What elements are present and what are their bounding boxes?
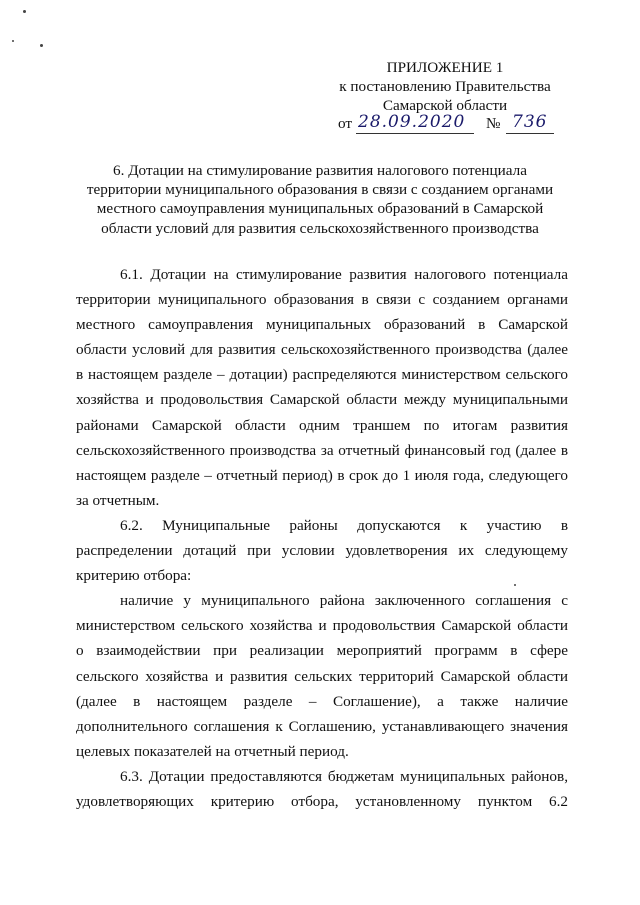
paragraph-line: 6.3. Дотации предоставляются бюджетам муниципальных районов,: [120, 767, 568, 785]
appendix-region: Самарской области: [382, 97, 508, 114]
document-body: [76, 262, 568, 814]
paragraph-line: 6.1. Дотации на стимулирование развития налогового потенциала: [120, 266, 568, 283]
paragraph-line: настоящем разделе – отчетный период) в срок до 1 июля года, следующего: [76, 466, 568, 484]
appendix-subtitle: к постановлению Правительства: [339, 78, 551, 95]
number-underline: [506, 133, 554, 134]
handwritten-number: 736: [512, 112, 548, 132]
appendix-header: [330, 58, 560, 115]
paragraph-line: хозяйства и продовольствия Самарской области между муниципальными: [76, 391, 568, 409]
paragraph-line: местного самоуправления муниципальных образований в Самарской: [76, 316, 568, 334]
section-title: [60, 161, 580, 238]
appendix-title: ПРИЛОЖЕНИЕ 1: [386, 59, 504, 76]
paragraph-line: наличие у муниципального района заключенного соглашения с: [120, 592, 568, 610]
scan-speck: [23, 10, 26, 13]
section-title-line: области условий для развития сельскохозяйственного производства: [101, 219, 539, 237]
paragraph-line: за отчетным.: [76, 491, 160, 509]
paragraph-line: сельскохозяйственного производства за отчетный финансовый год (далее в: [76, 441, 568, 459]
paragraph-line: районами Самарской области одним траншем по итогам развития: [76, 416, 568, 434]
date-underline: [356, 133, 474, 134]
paragraph-line: 6.2. Муниципальные районы допускаются к участию в: [120, 516, 568, 534]
scan-speck: [12, 40, 14, 42]
paragraph-line: целевых показателей на отчетный период.: [76, 742, 349, 760]
section-title-line: территории муниципального образования в связи с созданием органами: [86, 181, 554, 199]
section-title-line: местного самоуправления муниципальных образований в Самарской: [96, 200, 544, 218]
scan-speck: [40, 44, 43, 47]
paragraph-line: сельского хозяйства и развития сельских территорий Самарской области: [76, 667, 568, 685]
paragraph-line: территории муниципального образования в связи с созданием органами: [76, 291, 568, 309]
date-number-row: [338, 112, 568, 137]
paragraph-line: в настоящем разделе – дотации) распределяются министерством сельского: [76, 366, 568, 384]
paragraph-line: удовлетворяющих критерию отбора, установленному пунктом 6.2: [76, 792, 568, 810]
paragraph-line: министерством сельского хозяйства и продовольствия Самарской области: [76, 617, 568, 635]
date-prefix: от: [338, 115, 353, 132]
number-prefix: №: [486, 115, 501, 132]
paragraph-line: критерию отбора:: [76, 567, 192, 585]
section-title-line: 6. Дотации на стимулирование развития налогового потенциала: [113, 162, 527, 179]
paragraph-line: распределении дотаций при условии удовлетворения их следующему: [76, 542, 568, 560]
paragraph-line: дополнительного соглашения к Соглашению, устанавливающего значения: [76, 717, 568, 735]
paragraph-line: о взаимодействии при реализации мероприятий программ в сфере: [76, 642, 568, 660]
paragraph-line: (далее в настоящем разделе – Соглашение), а также наличие: [76, 692, 568, 710]
handwritten-date: 28.09.2020: [358, 112, 466, 132]
paragraph-line: области условий для развития сельскохозяйственного производства (далее: [76, 341, 568, 359]
